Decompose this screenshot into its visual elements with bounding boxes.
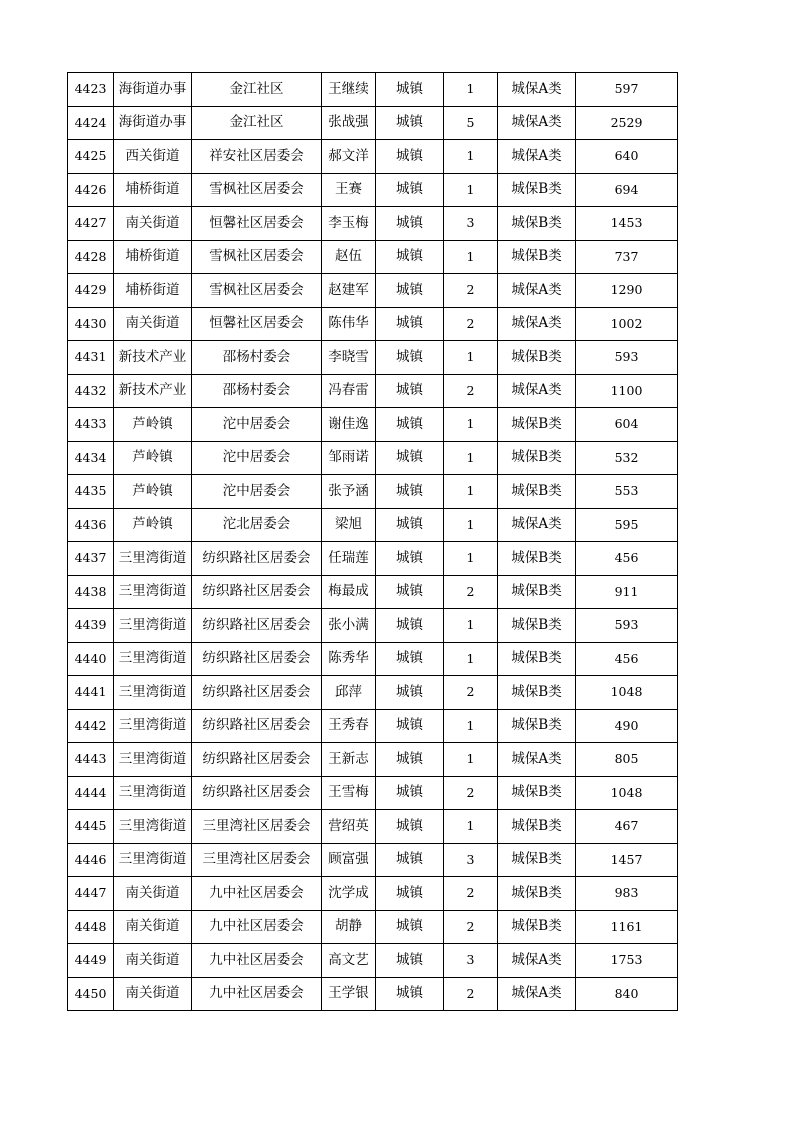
street-cell: 海街道办事 [114, 106, 192, 140]
household-count-cell: 1 [444, 609, 498, 643]
insurance-category-cell: 城保B类 [498, 475, 576, 509]
street-cell: 埔桥街道 [114, 274, 192, 308]
insurance-category-cell: 城保B类 [498, 408, 576, 442]
household-count-cell: 2 [444, 877, 498, 911]
insurance-category-cell: 城保A类 [498, 307, 576, 341]
table-row [68, 743, 678, 777]
insurance-category-cell: 城保B类 [498, 709, 576, 743]
area-type-cell: 城镇 [376, 709, 444, 743]
area-type-cell: 城镇 [376, 173, 444, 207]
serial-number-cell: 4444 [68, 776, 114, 810]
serial-number-cell: 4442 [68, 709, 114, 743]
community-cell: 纺织路社区居委会 [192, 575, 322, 609]
name-cell: 梁旭 [322, 508, 376, 542]
household-count-cell: 2 [444, 977, 498, 1011]
street-cell: 三里湾街道 [114, 575, 192, 609]
community-cell: 三里湾社区居委会 [192, 843, 322, 877]
serial-number-cell: 4426 [68, 173, 114, 207]
table-row [68, 140, 678, 174]
serial-number-cell: 4431 [68, 341, 114, 375]
amount-cell: 604 [576, 408, 678, 442]
area-type-cell: 城镇 [376, 307, 444, 341]
area-type-cell: 城镇 [376, 944, 444, 978]
table-row [68, 106, 678, 140]
area-type-cell: 城镇 [376, 810, 444, 844]
amount-cell: 737 [576, 240, 678, 274]
table-row [68, 374, 678, 408]
serial-number-cell: 4450 [68, 977, 114, 1011]
community-cell: 雪枫社区居委会 [192, 173, 322, 207]
amount-cell: 983 [576, 877, 678, 911]
amount-cell: 1457 [576, 843, 678, 877]
insurance-category-cell: 城保B类 [498, 776, 576, 810]
serial-number-cell: 4425 [68, 140, 114, 174]
street-cell: 南关街道 [114, 944, 192, 978]
community-cell: 金江社区 [192, 73, 322, 107]
area-type-cell: 城镇 [376, 877, 444, 911]
community-cell: 三里湾社区居委会 [192, 810, 322, 844]
insurance-category-cell: 城保A类 [498, 743, 576, 777]
household-count-cell: 1 [444, 240, 498, 274]
table-row [68, 843, 678, 877]
household-count-cell: 1 [444, 441, 498, 475]
area-type-cell: 城镇 [376, 73, 444, 107]
serial-number-cell: 4447 [68, 877, 114, 911]
name-cell: 梅最成 [322, 575, 376, 609]
table-row [68, 575, 678, 609]
community-cell: 雪枫社区居委会 [192, 274, 322, 308]
street-cell: 西关街道 [114, 140, 192, 174]
amount-cell: 694 [576, 173, 678, 207]
name-cell: 胡静 [322, 910, 376, 944]
insurance-category-cell: 城保A类 [498, 374, 576, 408]
serial-number-cell: 4439 [68, 609, 114, 643]
area-type-cell: 城镇 [376, 240, 444, 274]
insurance-category-cell: 城保B类 [498, 877, 576, 911]
insurance-category-cell: 城保B类 [498, 810, 576, 844]
street-cell: 三里湾街道 [114, 642, 192, 676]
area-type-cell: 城镇 [376, 977, 444, 1011]
table-row [68, 274, 678, 308]
table-row [68, 408, 678, 442]
table-row [68, 676, 678, 710]
amount-cell: 1453 [576, 207, 678, 241]
insurance-category-cell: 城保B类 [498, 642, 576, 676]
street-cell: 三里湾街道 [114, 542, 192, 576]
household-count-cell: 3 [444, 944, 498, 978]
community-cell: 祥安社区居委会 [192, 140, 322, 174]
community-cell: 纺织路社区居委会 [192, 542, 322, 576]
community-cell: 纺织路社区居委会 [192, 642, 322, 676]
household-count-cell: 1 [444, 709, 498, 743]
insurance-category-cell: 城保A类 [498, 944, 576, 978]
area-type-cell: 城镇 [376, 609, 444, 643]
table-row [68, 810, 678, 844]
street-cell: 新技术产业 [114, 341, 192, 375]
table-row [68, 508, 678, 542]
insurance-category-cell: 城保A类 [498, 73, 576, 107]
amount-cell: 805 [576, 743, 678, 777]
name-cell: 顾富强 [322, 843, 376, 877]
name-cell: 赵建军 [322, 274, 376, 308]
insurance-category-cell: 城保B类 [498, 843, 576, 877]
amount-cell: 1753 [576, 944, 678, 978]
name-cell: 张予涵 [322, 475, 376, 509]
street-cell: 三里湾街道 [114, 743, 192, 777]
household-count-cell: 2 [444, 676, 498, 710]
insurance-category-cell: 城保A类 [498, 140, 576, 174]
street-cell: 南关街道 [114, 307, 192, 341]
serial-number-cell: 4429 [68, 274, 114, 308]
amount-cell: 1100 [576, 374, 678, 408]
serial-number-cell: 4445 [68, 810, 114, 844]
area-type-cell: 城镇 [376, 274, 444, 308]
area-type-cell: 城镇 [376, 341, 444, 375]
area-type-cell: 城镇 [376, 542, 444, 576]
name-cell: 王赛 [322, 173, 376, 207]
amount-cell: 1048 [576, 676, 678, 710]
amount-cell: 597 [576, 73, 678, 107]
street-cell: 海街道办事 [114, 73, 192, 107]
household-count-cell: 2 [444, 575, 498, 609]
area-type-cell: 城镇 [376, 140, 444, 174]
community-cell: 纺织路社区居委会 [192, 743, 322, 777]
street-cell: 芦岭镇 [114, 508, 192, 542]
amount-cell: 2529 [576, 106, 678, 140]
household-count-cell: 1 [444, 475, 498, 509]
household-count-cell: 1 [444, 408, 498, 442]
area-type-cell: 城镇 [376, 408, 444, 442]
insurance-category-cell: 城保B类 [498, 609, 576, 643]
community-cell: 雪枫社区居委会 [192, 240, 322, 274]
table-row [68, 776, 678, 810]
amount-cell: 456 [576, 542, 678, 576]
household-count-cell: 2 [444, 307, 498, 341]
street-cell: 三里湾街道 [114, 776, 192, 810]
community-cell: 纺织路社区居委会 [192, 776, 322, 810]
table-row [68, 877, 678, 911]
community-cell: 金江社区 [192, 106, 322, 140]
household-count-cell: 1 [444, 542, 498, 576]
name-cell: 邹雨诺 [322, 441, 376, 475]
name-cell: 冯春雷 [322, 374, 376, 408]
table-row [68, 207, 678, 241]
serial-number-cell: 4448 [68, 910, 114, 944]
insurance-category-cell: 城保B类 [498, 441, 576, 475]
household-count-cell: 1 [444, 810, 498, 844]
household-count-cell: 1 [444, 341, 498, 375]
household-count-cell: 2 [444, 274, 498, 308]
insurance-category-cell: 城保B类 [498, 173, 576, 207]
area-type-cell: 城镇 [376, 106, 444, 140]
name-cell: 张战强 [322, 106, 376, 140]
amount-cell: 532 [576, 441, 678, 475]
name-cell: 王学银 [322, 977, 376, 1011]
name-cell: 李玉梅 [322, 207, 376, 241]
table-row [68, 642, 678, 676]
serial-number-cell: 4430 [68, 307, 114, 341]
community-cell: 沱中居委会 [192, 475, 322, 509]
table-row [68, 307, 678, 341]
serial-number-cell: 4446 [68, 843, 114, 877]
serial-number-cell: 4428 [68, 240, 114, 274]
serial-number-cell: 4449 [68, 944, 114, 978]
serial-number-cell: 4437 [68, 542, 114, 576]
name-cell: 邱萍 [322, 676, 376, 710]
area-type-cell: 城镇 [376, 743, 444, 777]
street-cell: 三里湾街道 [114, 810, 192, 844]
area-type-cell: 城镇 [376, 843, 444, 877]
table-row [68, 173, 678, 207]
name-cell: 李晓雪 [322, 341, 376, 375]
insurance-category-cell: 城保A类 [498, 274, 576, 308]
serial-number-cell: 4440 [68, 642, 114, 676]
table-row [68, 709, 678, 743]
insurance-category-cell: 城保B类 [498, 542, 576, 576]
insurance-category-cell: 城保B类 [498, 240, 576, 274]
serial-number-cell: 4433 [68, 408, 114, 442]
name-cell: 沈学成 [322, 877, 376, 911]
household-count-cell: 1 [444, 642, 498, 676]
community-cell: 沱中居委会 [192, 408, 322, 442]
street-cell: 埔桥街道 [114, 240, 192, 274]
street-cell: 芦岭镇 [114, 408, 192, 442]
household-count-cell: 2 [444, 776, 498, 810]
table-row [68, 441, 678, 475]
street-cell: 南关街道 [114, 207, 192, 241]
household-count-cell: 1 [444, 140, 498, 174]
street-cell: 三里湾街道 [114, 676, 192, 710]
amount-cell: 593 [576, 609, 678, 643]
street-cell: 三里湾街道 [114, 709, 192, 743]
name-cell: 任瑞莲 [322, 542, 376, 576]
community-cell: 九中社区居委会 [192, 977, 322, 1011]
household-count-cell: 3 [444, 843, 498, 877]
area-type-cell: 城镇 [376, 575, 444, 609]
insurance-category-cell: 城保A类 [498, 508, 576, 542]
household-count-cell: 5 [444, 106, 498, 140]
amount-cell: 1048 [576, 776, 678, 810]
table-row [68, 910, 678, 944]
household-count-cell: 2 [444, 374, 498, 408]
street-cell: 三里湾街道 [114, 843, 192, 877]
serial-number-cell: 4438 [68, 575, 114, 609]
name-cell: 赵伍 [322, 240, 376, 274]
amount-cell: 595 [576, 508, 678, 542]
serial-number-cell: 4443 [68, 743, 114, 777]
name-cell: 王秀春 [322, 709, 376, 743]
area-type-cell: 城镇 [376, 910, 444, 944]
serial-number-cell: 4436 [68, 508, 114, 542]
insurance-category-cell: 城保A类 [498, 977, 576, 1011]
amount-cell: 490 [576, 709, 678, 743]
street-cell: 芦岭镇 [114, 475, 192, 509]
community-cell: 九中社区居委会 [192, 877, 322, 911]
area-type-cell: 城镇 [376, 508, 444, 542]
street-cell: 埔桥街道 [114, 173, 192, 207]
street-cell: 新技术产业 [114, 374, 192, 408]
name-cell: 张小满 [322, 609, 376, 643]
household-count-cell: 1 [444, 743, 498, 777]
name-cell: 谢佳逸 [322, 408, 376, 442]
serial-number-cell: 4434 [68, 441, 114, 475]
community-cell: 纺织路社区居委会 [192, 709, 322, 743]
amount-cell: 840 [576, 977, 678, 1011]
amount-cell: 640 [576, 140, 678, 174]
area-type-cell: 城镇 [376, 676, 444, 710]
data-table [67, 72, 678, 1011]
insurance-category-cell: 城保B类 [498, 575, 576, 609]
household-count-cell: 1 [444, 173, 498, 207]
area-type-cell: 城镇 [376, 441, 444, 475]
community-cell: 纺织路社区居委会 [192, 609, 322, 643]
name-cell: 营绍英 [322, 810, 376, 844]
name-cell: 郝文洋 [322, 140, 376, 174]
serial-number-cell: 4435 [68, 475, 114, 509]
amount-cell: 467 [576, 810, 678, 844]
table-body [68, 73, 678, 1011]
table-row [68, 977, 678, 1011]
amount-cell: 456 [576, 642, 678, 676]
insurance-category-cell: 城保B类 [498, 910, 576, 944]
amount-cell: 1002 [576, 307, 678, 341]
insurance-category-cell: 城保A类 [498, 106, 576, 140]
table-row [68, 475, 678, 509]
amount-cell: 911 [576, 575, 678, 609]
community-cell: 纺织路社区居委会 [192, 676, 322, 710]
community-cell: 恒馨社区居委会 [192, 307, 322, 341]
amount-cell: 593 [576, 341, 678, 375]
community-cell: 邵杨村委会 [192, 341, 322, 375]
area-type-cell: 城镇 [376, 475, 444, 509]
table-row [68, 341, 678, 375]
household-count-cell: 1 [444, 73, 498, 107]
serial-number-cell: 4432 [68, 374, 114, 408]
serial-number-cell: 4423 [68, 73, 114, 107]
area-type-cell: 城镇 [376, 207, 444, 241]
amount-cell: 1290 [576, 274, 678, 308]
name-cell: 陈伟华 [322, 307, 376, 341]
table-row [68, 542, 678, 576]
name-cell: 高文艺 [322, 944, 376, 978]
name-cell: 王雪梅 [322, 776, 376, 810]
area-type-cell: 城镇 [376, 776, 444, 810]
insurance-category-cell: 城保B类 [498, 676, 576, 710]
table-row [68, 240, 678, 274]
community-cell: 恒馨社区居委会 [192, 207, 322, 241]
community-cell: 沱北居委会 [192, 508, 322, 542]
insurance-category-cell: 城保B类 [498, 341, 576, 375]
serial-number-cell: 4424 [68, 106, 114, 140]
street-cell: 三里湾街道 [114, 609, 192, 643]
household-count-cell: 3 [444, 207, 498, 241]
name-cell: 王新志 [322, 743, 376, 777]
street-cell: 芦岭镇 [114, 441, 192, 475]
table-row [68, 609, 678, 643]
street-cell: 南关街道 [114, 977, 192, 1011]
community-cell: 沱中居委会 [192, 441, 322, 475]
name-cell: 王继续 [322, 73, 376, 107]
household-count-cell: 1 [444, 508, 498, 542]
street-cell: 南关街道 [114, 877, 192, 911]
street-cell: 南关街道 [114, 910, 192, 944]
amount-cell: 1161 [576, 910, 678, 944]
area-type-cell: 城镇 [376, 374, 444, 408]
table-row [68, 73, 678, 107]
community-cell: 九中社区居委会 [192, 944, 322, 978]
area-type-cell: 城镇 [376, 642, 444, 676]
insurance-category-cell: 城保B类 [498, 207, 576, 241]
table-row [68, 944, 678, 978]
community-cell: 九中社区居委会 [192, 910, 322, 944]
name-cell: 陈秀华 [322, 642, 376, 676]
community-cell: 邵杨村委会 [192, 374, 322, 408]
serial-number-cell: 4441 [68, 676, 114, 710]
serial-number-cell: 4427 [68, 207, 114, 241]
household-count-cell: 2 [444, 910, 498, 944]
amount-cell: 553 [576, 475, 678, 509]
